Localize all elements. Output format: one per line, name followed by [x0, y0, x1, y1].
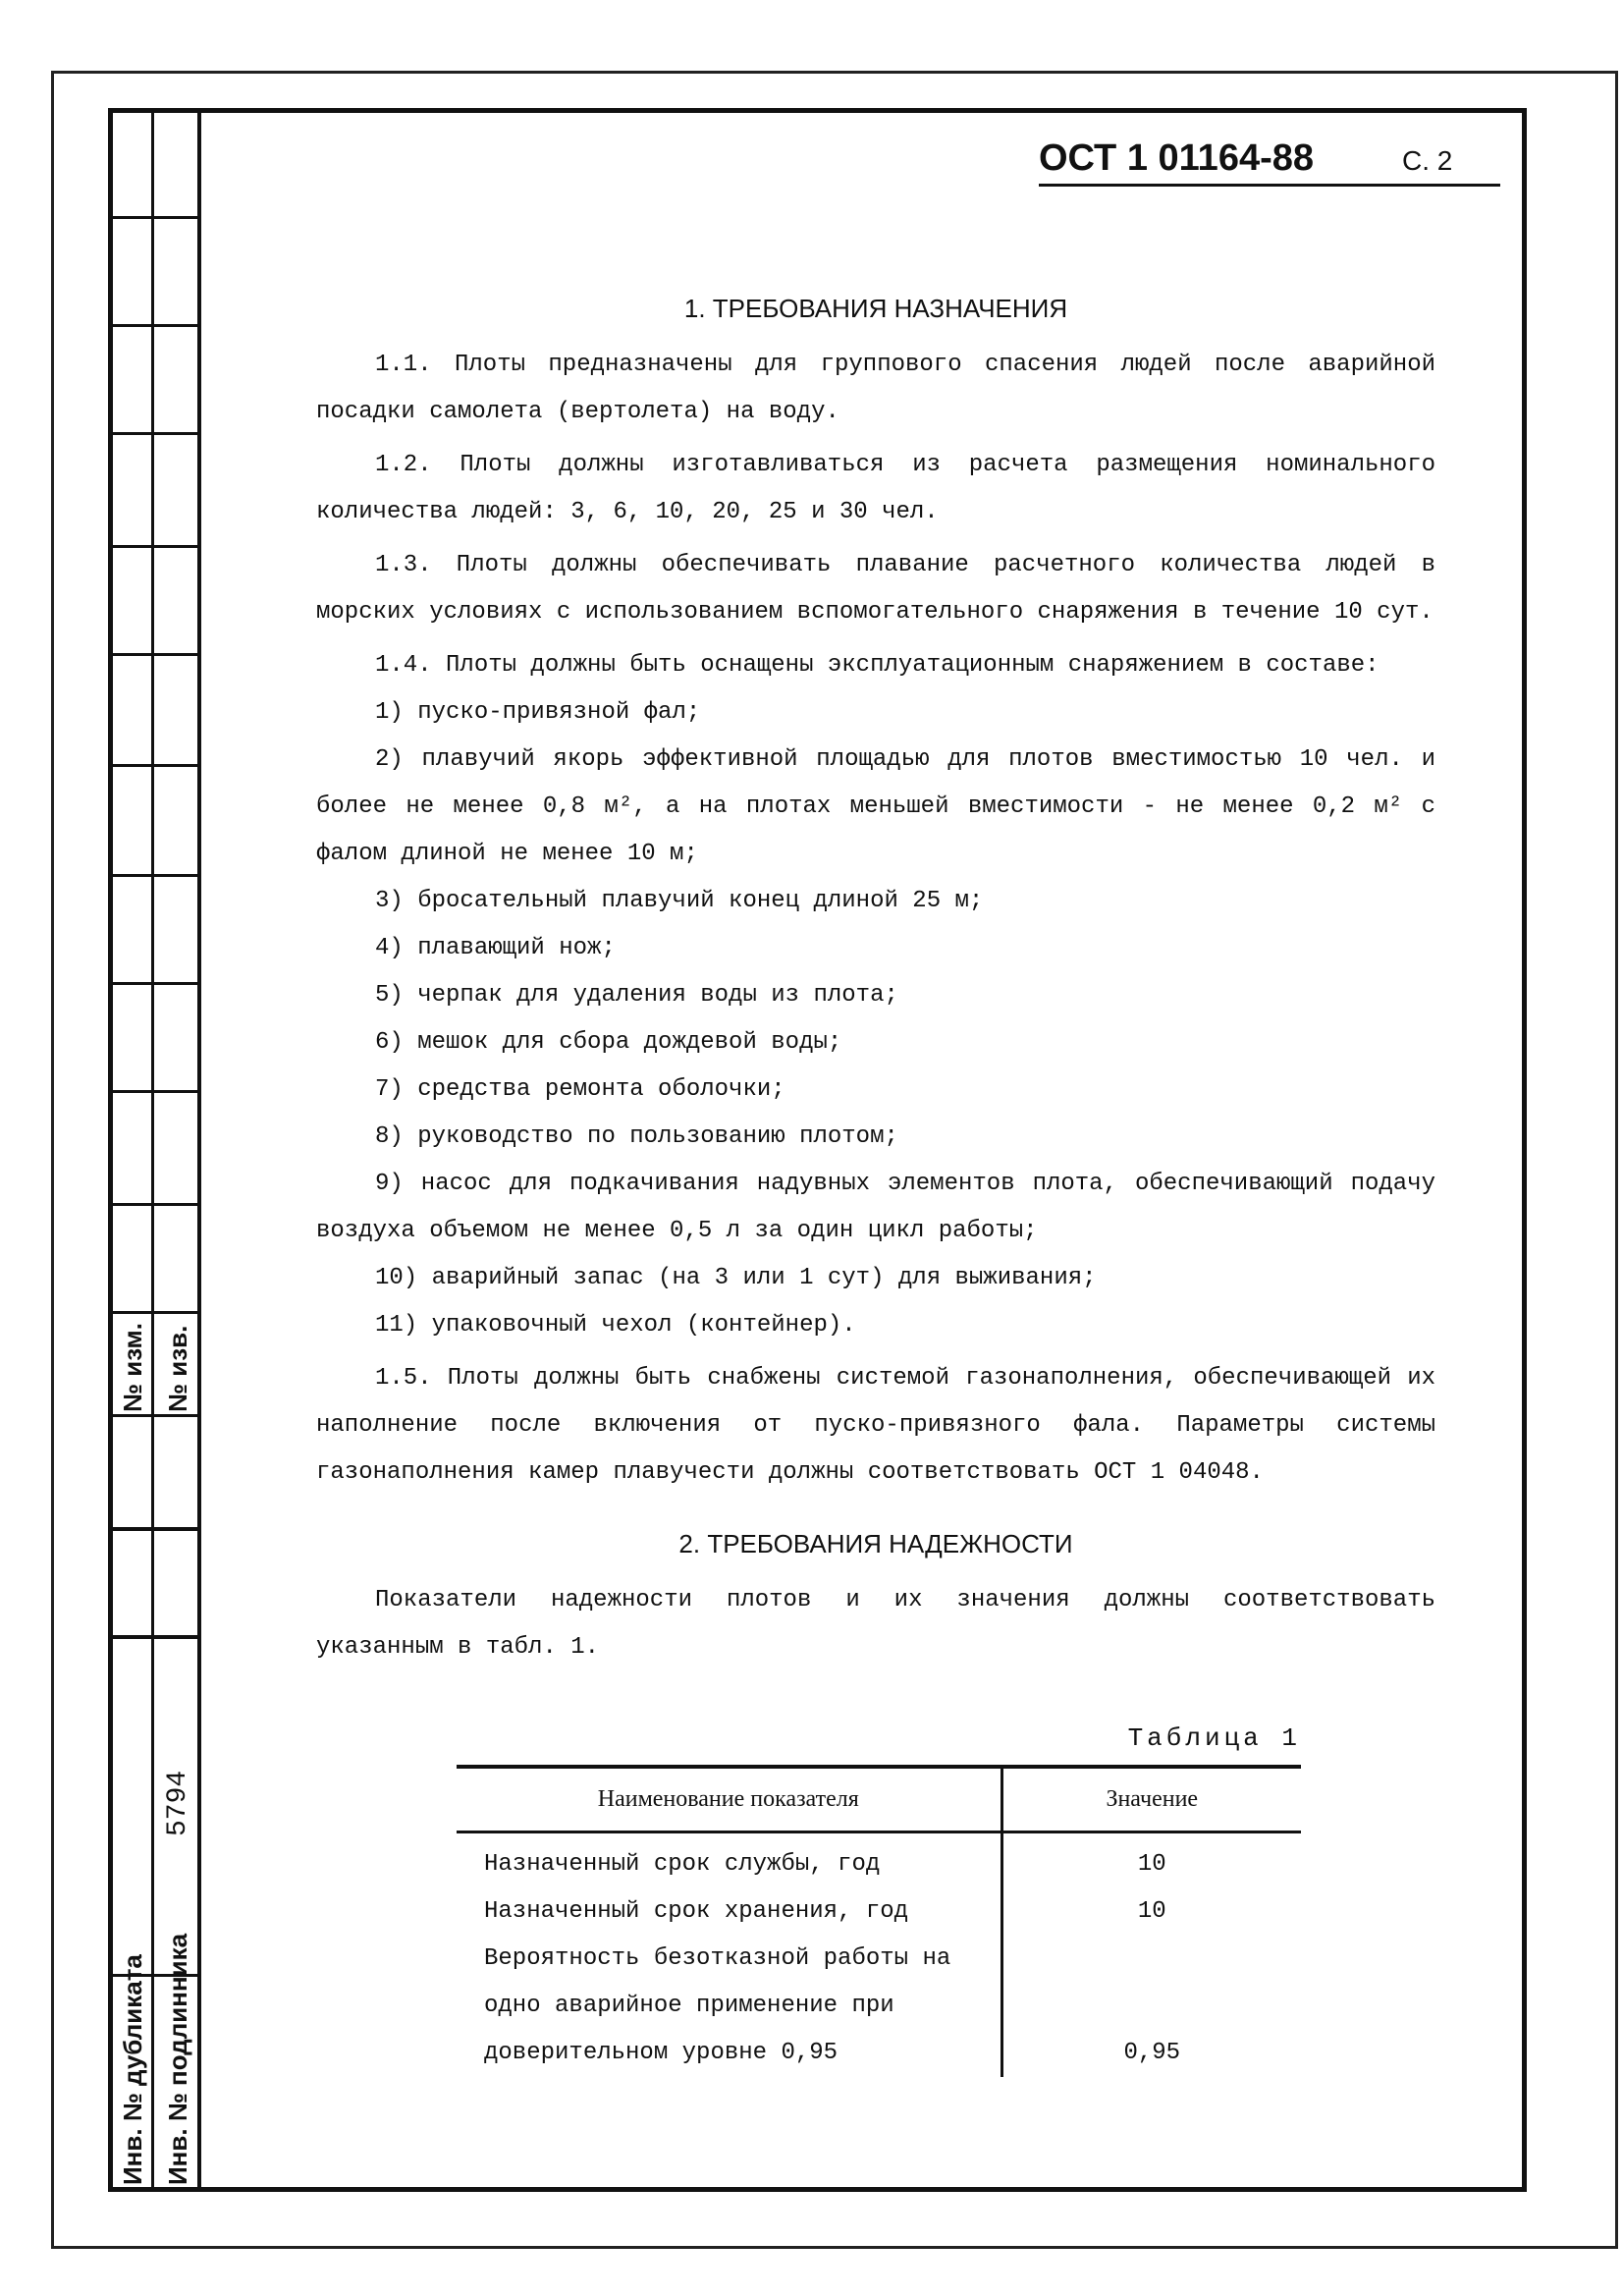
- list-item: 7) средства ремонта оболочки;: [375, 1076, 785, 1103]
- stamp-no-izm: № изм.: [118, 1323, 147, 1412]
- section-1-title: 1. ТРЕБОВАНИЯ НАЗНАЧЕНИЯ: [683, 294, 1068, 323]
- list-item: 3) бросательный плавучий конец длиной 25 м;: [375, 888, 984, 914]
- table-row: Назначенный срок службы, год 10: [457, 1831, 1301, 1888]
- standard-code: ОСТ 1 01164-88: [1039, 137, 1315, 179]
- list-item: 8) руководство по пользованию плотом;: [375, 1123, 898, 1150]
- stamp-column: [108, 108, 201, 2192]
- stamp-no-izv: № изв.: [163, 1325, 192, 1412]
- stamp-value: 5794: [163, 1770, 193, 1836]
- list-item: 10) аварийный запас (на 3 или 1 сут) для выживания;: [375, 1265, 1097, 1291]
- stamp-inv-dubl: Инв. № дубликата: [118, 1954, 147, 2185]
- paragraph-1-1: 1.1. Плоты предназначены для группового спасения людей после аварийной посадки самолета (вертолета) на воду.: [316, 352, 1435, 425]
- list-item: 6) мешок для сбора дождевой воды;: [375, 1029, 842, 1056]
- stamp-inv-podl: Инв. № подлинника: [163, 1933, 192, 2185]
- list-item: 4) плавающий нож;: [375, 935, 616, 961]
- table-row: Вероятность безотказной работы на одно аварийное применение при доверительном уровне 0,95 0,95: [457, 1936, 1301, 2077]
- list-item: 9) насос для подкачивания надувных элементов плота, обеспечивающий подачу воздуха объемом не менее 0,5 л за один цикл работы;: [316, 1171, 1435, 1244]
- table-header: Значение: [1001, 1767, 1301, 1831]
- table-row: Назначенный срок хранения, год 10: [457, 1888, 1301, 1936]
- paragraph-1-3: 1.3. Плоты должны обеспечивать плавание расчетного количества людей в морских условиях с использованием вспомогательного снаряжения в течение 10 сут.: [316, 552, 1435, 626]
- page-number: С. 2: [1402, 145, 1453, 176]
- list-item: 1) пуско-привязной фал;: [375, 699, 701, 726]
- table-1: [457, 1723, 1301, 2077]
- paragraph-2-1: Показатели надежности плотов и их значения должны соответствовать указанным в табл. 1.: [316, 1587, 1435, 1661]
- paragraph-1-5: 1.5. Плоты должны быть снабжены системой газонаполнения, обеспечивающей их наполнение после включения от пуско-привязного фала. Параметры системы газонаполнения камер плавучести должны соответствовать ОСТ 1 04048.: [316, 1365, 1435, 1486]
- list-item: 11) упаковочный чехол (контейнер).: [375, 1312, 856, 1339]
- table-label: Таблица 1: [1127, 1723, 1301, 1753]
- list-item: 2) плавучий якорь эффективной площадью для плотов вместимостью 10 чел. и более не менее 0,8 м², а на плотах меньшей вместимости - не менее 0,2 м² с фалом длиной не менее 10 м;: [316, 746, 1435, 867]
- document-header: [1039, 137, 1500, 187]
- list-item: 5) черпак для удаления воды из плота;: [375, 982, 898, 1009]
- section-2-title: 2. ТРЕБОВАНИЯ НАДЕЖНОСТИ: [678, 1529, 1073, 1558]
- table-header: Наименование показателя: [457, 1767, 1001, 1831]
- paragraph-1-2: 1.2. Плоты должны изготавливаться из расчета размещения номинального количества людей: 3, 6, 10, 20, 25 и 30 чел.: [316, 452, 1435, 525]
- body-text: [316, 275, 1435, 1671]
- paragraph-1-4: 1.4. Плоты должны быть оснащены эксплуатационным снаряжением в составе:: [375, 652, 1380, 679]
